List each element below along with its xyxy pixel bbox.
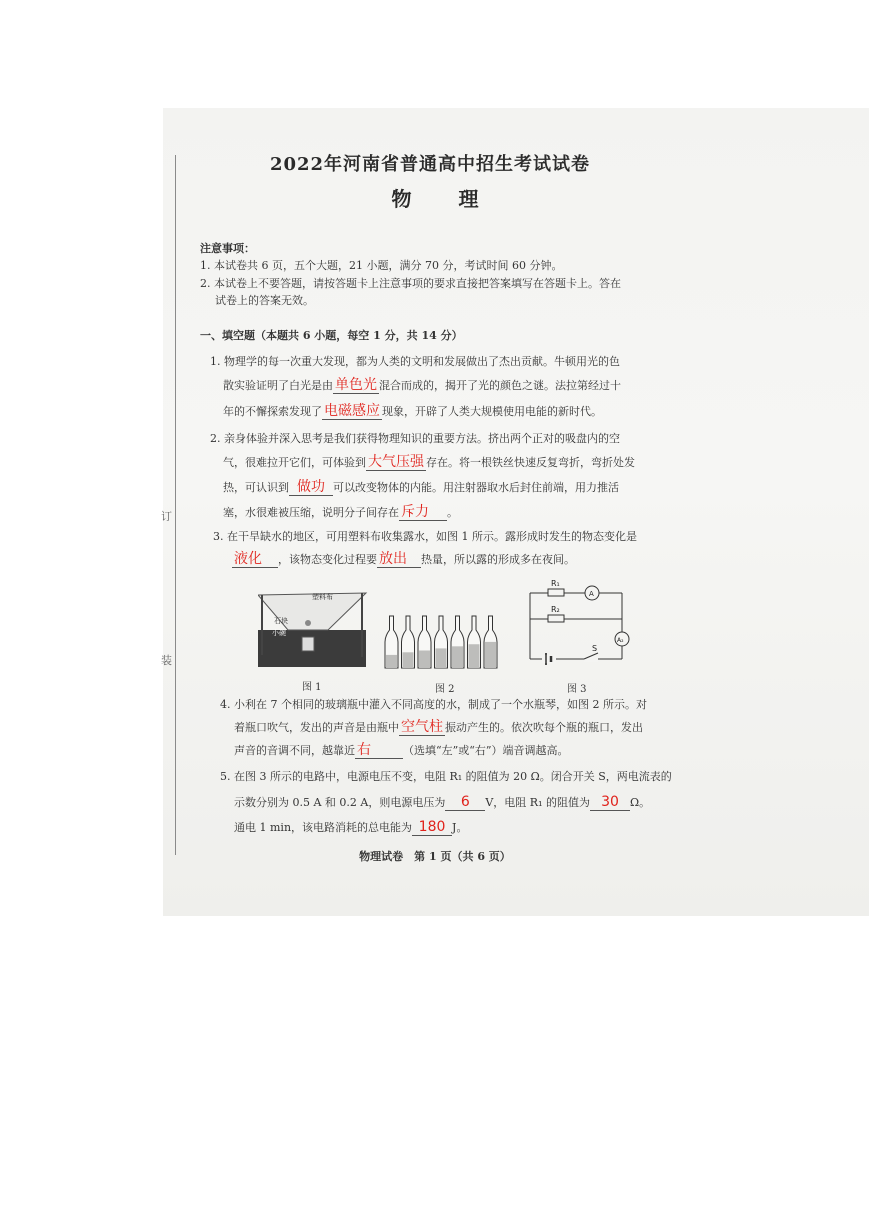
q2-text: 。 bbox=[447, 506, 458, 519]
fig2-water bbox=[386, 655, 397, 668]
fig1-tag-cup: 小碗 bbox=[272, 629, 286, 637]
fig3-label-a1: A bbox=[589, 590, 594, 598]
figure-3-label: 图 3 bbox=[567, 684, 587, 695]
fig2-bottle bbox=[484, 616, 497, 668]
fig2-bottle bbox=[418, 616, 431, 668]
fig2-water bbox=[469, 644, 480, 668]
q3-line2 bbox=[232, 552, 575, 568]
q3-line1: 3. 在干旱缺水的地区，可用塑料布收集露水，如图 1 所示。露形成时发生的物态变化是 bbox=[213, 530, 637, 543]
exam-subject: 物 理 bbox=[391, 187, 479, 211]
fig2-bottle bbox=[468, 616, 481, 668]
fig2-water bbox=[419, 650, 430, 668]
fig2-water bbox=[436, 648, 447, 668]
q2-answer-2: 做功 bbox=[297, 479, 325, 495]
q3-text: 热量，所以露的形成多在夜间。 bbox=[421, 553, 575, 566]
q5-answer-1: 6 bbox=[460, 794, 470, 810]
fig2-water bbox=[452, 646, 463, 668]
q1-line2 bbox=[223, 378, 621, 394]
margin-mark-seal: 装 bbox=[161, 654, 172, 667]
q5-text: Ω。 bbox=[630, 796, 651, 809]
q4-text: （选填“左”或“右”）端音调越高。 bbox=[403, 744, 569, 757]
q2-answer-1: 大气压强 bbox=[368, 454, 424, 470]
fig3-label-r1: R₁ bbox=[551, 579, 560, 588]
fig2-bottle bbox=[435, 616, 448, 668]
fig2-bottle bbox=[402, 616, 415, 668]
figure-2-label: 图 2 bbox=[435, 684, 455, 695]
q1-answer-2: 电磁感应 bbox=[324, 403, 380, 419]
q2-line3 bbox=[223, 480, 619, 496]
notice-item-2: 2. 本试卷上不要答题，请按答题卡上注意事项的要求直接把答案填写在答题卡上。答在 bbox=[200, 277, 621, 290]
fig1-tag-plastic: 塑料布 bbox=[312, 593, 333, 601]
q4-line2 bbox=[234, 720, 643, 736]
q2-line4 bbox=[223, 505, 458, 521]
notice-heading: 注意事项： bbox=[200, 242, 255, 255]
q1-line3 bbox=[223, 404, 602, 420]
figure-3-circuit bbox=[518, 575, 633, 670]
q1-text: 现象，开辟了人类大规模使用电能的新时代。 bbox=[382, 405, 602, 418]
q1-text: 散实验证明了白光是由 bbox=[223, 379, 333, 392]
q2-text: 可以改变物体的内能。用注射器取水后封住前端，用力推活 bbox=[333, 481, 619, 494]
fig3-label-a2: A₂ bbox=[617, 637, 624, 644]
fig2-water bbox=[485, 642, 496, 668]
q4-line1: 4. 小利在 7 个相同的玻璃瓶中灌入不同高度的水，制成了一个水瓶琴，如图 2 所示。对 bbox=[220, 698, 647, 711]
figure-1-dew-collector bbox=[258, 585, 368, 667]
q4-text: 振动产生的。依次吹每个瓶的瓶口，发出 bbox=[445, 721, 643, 734]
fig1-bowl bbox=[302, 637, 314, 651]
figure-2-water-bottles bbox=[383, 608, 501, 670]
q5-line1: 5. 在图 3 所示的电路中，电源电压不变，电阻 R₁ 的阻值为 20 Ω。闭合开关 S，两电流表的 bbox=[220, 770, 672, 783]
q4-answer-2: 右 bbox=[357, 742, 371, 758]
margin-mark-bind: 订 bbox=[161, 510, 172, 523]
q4-text: 着瓶口吹气，发出的声音是由瓶中 bbox=[234, 721, 399, 734]
fig2-bottle bbox=[451, 616, 464, 668]
q1-answer-1: 单色光 bbox=[335, 377, 377, 393]
q5-text: V，电阻 R₁ 的阻值为 bbox=[485, 796, 590, 809]
q5-text: J。 bbox=[452, 821, 468, 834]
q5-text: 示数分别为 0.5 A 和 0.2 A，则电源电压为 bbox=[234, 796, 446, 809]
fig1-stone bbox=[305, 620, 311, 626]
q2-line2 bbox=[223, 455, 635, 471]
q4-answer-1: 空气柱 bbox=[401, 719, 443, 735]
q2-text: 存在。将一根铁丝快速反复弯折，弯折处发 bbox=[426, 456, 635, 469]
page-footer: 物理试卷 第 1 页（共 6 页） bbox=[359, 850, 511, 863]
q2-text: 气，很难拉开它们，可体验到 bbox=[223, 456, 366, 469]
fig3-resistor-r2 bbox=[548, 615, 564, 622]
notice-item-1: 1. 本试卷共 6 页，五个大题，21 小题，满分 70 分，考试时间 60 分钟。 bbox=[200, 259, 563, 272]
binding-margin-line bbox=[175, 155, 176, 855]
q2-line1: 2. 亲身体验并深入思考是我们获得物理知识的重要方法。挤出两个正对的吸盘内的空 bbox=[210, 432, 620, 445]
q2-answer-3: 斥力 bbox=[401, 504, 429, 520]
q3-answer-2: 放出 bbox=[379, 551, 407, 567]
q5-text: 通电 1 min，该电路消耗的总电能为 bbox=[234, 821, 413, 834]
q5-answer-3: 180 bbox=[418, 819, 446, 835]
q5-answer-2: 30 bbox=[601, 794, 619, 810]
q4-line3 bbox=[234, 743, 569, 759]
exam-title: 2022年河南省普通高中招生考试试卷 bbox=[269, 154, 591, 175]
figure-1-label: 图 1 bbox=[302, 682, 322, 693]
q2-text: 塞，水很难被压缩，说明分子间存在 bbox=[223, 506, 399, 519]
q1-line1: 1. 物理学的每一次重大发现，都为人类的文明和发展做出了杰出贡献。牛顿用光的色 bbox=[210, 355, 620, 368]
q3-answer-1: 液化 bbox=[234, 551, 262, 567]
fig3-label-s: S bbox=[592, 644, 598, 653]
notice-item-2-cont: 试卷上的答案无效。 bbox=[215, 294, 314, 307]
section-heading: 一、填空题（本题共 6 小题，每空 1 分，共 14 分） bbox=[200, 329, 463, 342]
fig2-bottle bbox=[385, 616, 398, 668]
q1-text: 混合而成的，揭开了光的颜色之谜。法拉第经过十 bbox=[379, 379, 621, 392]
q3-text: ，该物态变化过程要 bbox=[278, 553, 377, 566]
q2-text: 热，可认识到 bbox=[223, 481, 289, 494]
q5-line2 bbox=[234, 795, 650, 811]
fig1-tag-stone: 石块 bbox=[274, 617, 288, 625]
q5-line3 bbox=[234, 820, 467, 836]
fig3-label-r2: R₂ bbox=[551, 605, 560, 614]
q1-text: 年的不懈探索发现了 bbox=[223, 405, 322, 418]
q4-text: 声音的音调不同，越靠近 bbox=[234, 744, 355, 757]
fig2-water bbox=[403, 652, 414, 668]
fig3-resistor-r1 bbox=[548, 589, 564, 596]
